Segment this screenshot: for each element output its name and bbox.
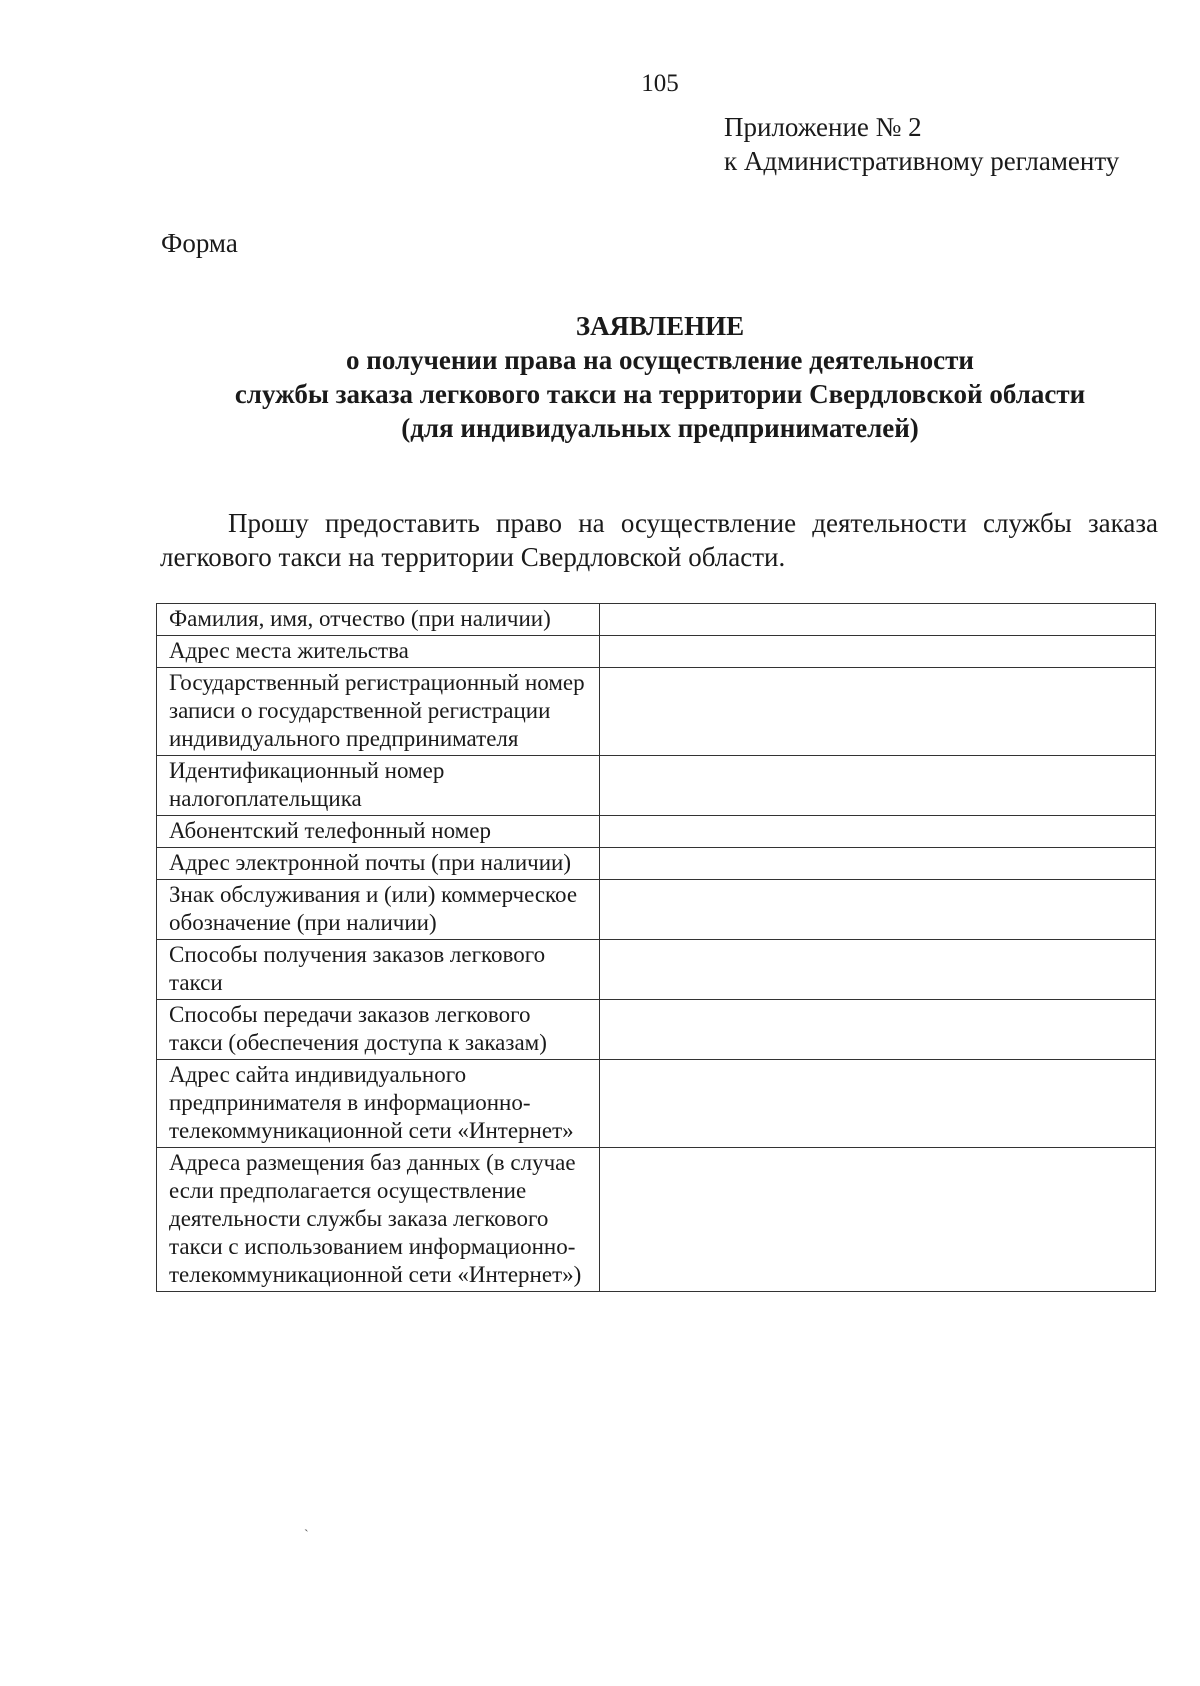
row-label-phone-number: Абонентский телефонный номер <box>157 816 600 848</box>
application-form-table <box>156 603 1156 1292</box>
row-label-website-address: Адрес сайта индивидуального предпринимателя в информационно-телекоммуникационной сети «Интернет» <box>157 1060 600 1148</box>
row-value-service-mark[interactable] <box>600 880 1156 940</box>
row-label-service-mark: Знак обслуживания и (или) коммерческое обозначение (при наличии) <box>157 880 600 940</box>
table-row <box>157 1000 1156 1060</box>
appendix-line-1: Приложение № 2 <box>724 112 922 142</box>
table-row <box>157 816 1156 848</box>
document-title <box>160 309 1160 445</box>
row-value-order-receiving-methods[interactable] <box>600 940 1156 1000</box>
title-line-3: службы заказа легкового такси на территории Свердловской области <box>234 379 1086 409</box>
form-label: Форма <box>161 228 238 258</box>
table-row <box>157 1060 1156 1148</box>
title-line-4: (для индивидуальных предпринимателей) <box>401 413 919 443</box>
table-row <box>157 940 1156 1000</box>
title-line-1: ЗАЯВЛЕНИЕ <box>575 311 745 341</box>
row-label-residence-address: Адрес места жительства <box>157 636 600 668</box>
table-row <box>157 1148 1156 1292</box>
row-label-full-name: Фамилия, имя, отчество (при наличии) <box>157 604 600 636</box>
row-label-email: Адрес электронной почты (при наличии) <box>157 848 600 880</box>
row-value-website-address[interactable] <box>600 1060 1156 1148</box>
row-value-database-addresses[interactable] <box>600 1148 1156 1292</box>
row-value-taxpayer-id[interactable] <box>600 756 1156 816</box>
scan-speck: ` <box>304 1528 309 1543</box>
page-number: 105 <box>641 70 679 97</box>
row-value-email[interactable] <box>600 848 1156 880</box>
row-label-database-addresses: Адреса размещения баз данных (в случае если предполагается осуществление деятельности службы заказа легкового такси с использованием информационно-телекоммуникационной сети «Интернет») <box>157 1148 600 1292</box>
table-row <box>157 636 1156 668</box>
row-value-registration-number[interactable] <box>600 668 1156 756</box>
appendix-reference <box>724 110 1119 178</box>
row-label-order-receiving-methods: Способы получения заказов легкового такси <box>157 940 600 1000</box>
title-line-2: о получении права на осуществление деятельности <box>346 345 974 375</box>
row-label-order-transfer-methods: Способы передачи заказов легкового такси (обеспечения доступа к заказам) <box>157 1000 600 1060</box>
table-row <box>157 604 1156 636</box>
table-row <box>157 848 1156 880</box>
table-row <box>157 880 1156 940</box>
row-value-full-name[interactable] <box>600 604 1156 636</box>
table-row <box>157 668 1156 756</box>
row-label-registration-number: Государственный регистрационный номер записи о государственной регистрации индивидуального предпринимателя <box>157 668 600 756</box>
row-value-phone-number[interactable] <box>600 816 1156 848</box>
intro-paragraph: Прошу предоставить право на осуществление деятельности службы заказа легкового такси на территории Свердловской области. <box>160 508 1158 572</box>
row-label-taxpayer-id: Идентификационный номер налогоплательщика <box>157 756 600 816</box>
row-value-residence-address[interactable] <box>600 636 1156 668</box>
row-value-order-transfer-methods[interactable] <box>600 1000 1156 1060</box>
table-row <box>157 756 1156 816</box>
appendix-line-2: к Административному регламенту <box>724 146 1120 176</box>
